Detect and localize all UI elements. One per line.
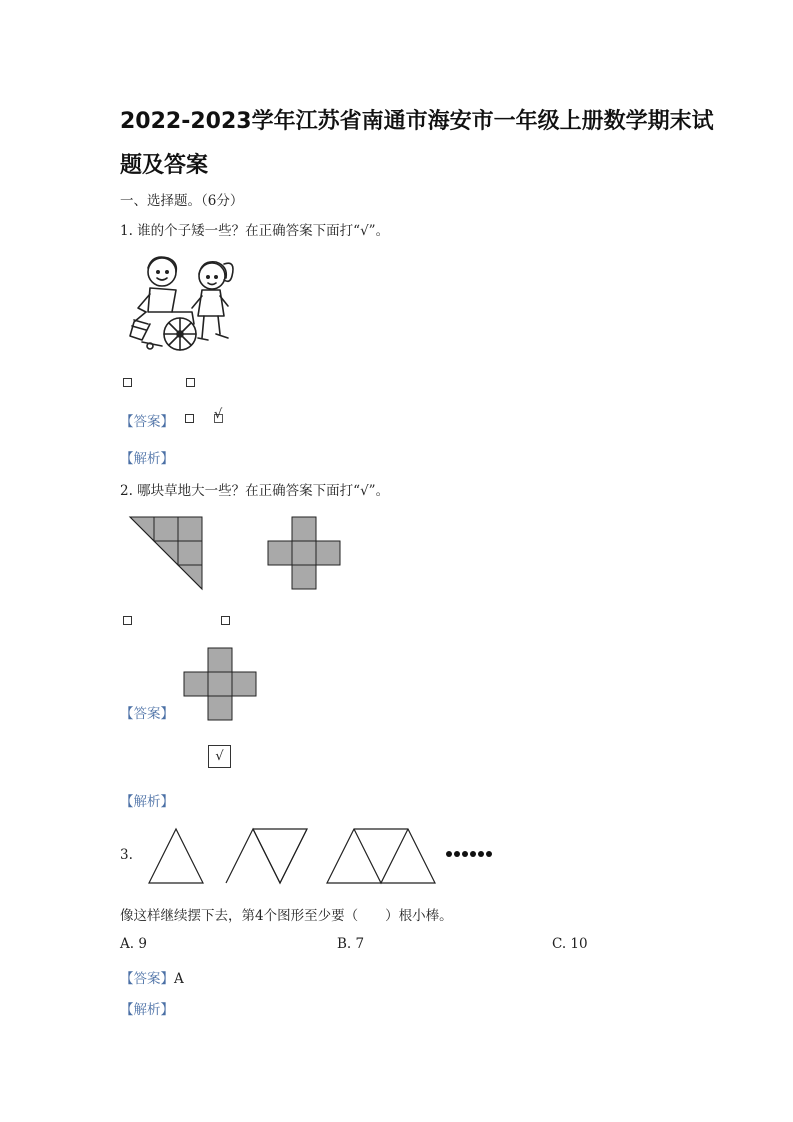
- grass-cell: [268, 541, 292, 565]
- figure-1-triangle: [149, 829, 203, 883]
- boy-body: [148, 288, 176, 312]
- q3-answer-label: 【答案】: [120, 971, 174, 987]
- q1-option-2-checkbox[interactable]: [186, 378, 195, 387]
- grass-cell: [292, 565, 316, 589]
- q3-triangle-sequence: [146, 826, 446, 886]
- grass-cell: [316, 541, 340, 565]
- q1-option-1-checkbox[interactable]: [123, 378, 132, 387]
- q1-answer-empty-box: [185, 414, 194, 423]
- q2-analysis-label: 【解析】: [120, 794, 174, 810]
- q2-answer-check-mark: √: [215, 749, 224, 764]
- q3-option-a[interactable]: A. 9: [120, 936, 147, 952]
- q2-answer-label: 【答案】: [120, 706, 174, 722]
- q3-ellipsis: [446, 848, 494, 857]
- question-2-text: 2. 哪块草地大一些？在正确答案下面打“√”。: [120, 483, 390, 499]
- page-title-line1: 2022-2023学年江苏省南通市海安市一年级上册数学期末试: [120, 109, 714, 134]
- boy-hair: [148, 257, 176, 272]
- q3-analysis-label: 【解析】: [120, 1002, 174, 1018]
- section-heading: 一、选择题。（6分）: [120, 193, 244, 209]
- q3-answer-value: A: [174, 971, 184, 987]
- q2-option-2-checkbox[interactable]: [221, 616, 230, 625]
- q3-option-b[interactable]: B. 7: [337, 936, 365, 952]
- girl-hair: [199, 262, 226, 278]
- q1-analysis-label: 【解析】: [120, 451, 174, 467]
- figure-3-inner: [354, 829, 408, 883]
- q2-answer-cross-figure: [183, 647, 259, 721]
- q3-answer-line: [120, 967, 184, 987]
- figure-3-trapezoid: [327, 829, 435, 883]
- girl-body: [198, 290, 224, 316]
- question-1-text: 1. 谁的个子矮一些？在正确答案下面打“√”。: [120, 223, 390, 239]
- question-3-text: 像这样继续摆下去，第4个图形至少要（ ）根小棒。: [120, 908, 453, 924]
- grass-cell: [178, 517, 202, 541]
- q3-option-c[interactable]: C. 10: [552, 936, 588, 952]
- grass-cell: [178, 541, 202, 565]
- q2-option-1-checkbox[interactable]: [123, 616, 132, 625]
- question-3-number: 3.: [120, 847, 133, 863]
- grass-cell: [154, 517, 178, 541]
- grass-cell: [292, 517, 316, 541]
- page-title-line2: 题及答案: [120, 153, 209, 178]
- q2-cross-grass-figure: [266, 515, 344, 591]
- grass-cell: [292, 541, 316, 565]
- figure-2-inner: [253, 829, 307, 883]
- q2-answer-check-box: [208, 745, 231, 768]
- q1-answer-checked-box: [214, 407, 223, 423]
- q2-triangle-grass-figure: [128, 515, 206, 591]
- boy-head: [148, 258, 176, 286]
- q1-illustration: [120, 250, 250, 358]
- q1-answer-label: 【答案】: [120, 414, 174, 430]
- q1-answer-check-mark: √: [214, 407, 223, 422]
